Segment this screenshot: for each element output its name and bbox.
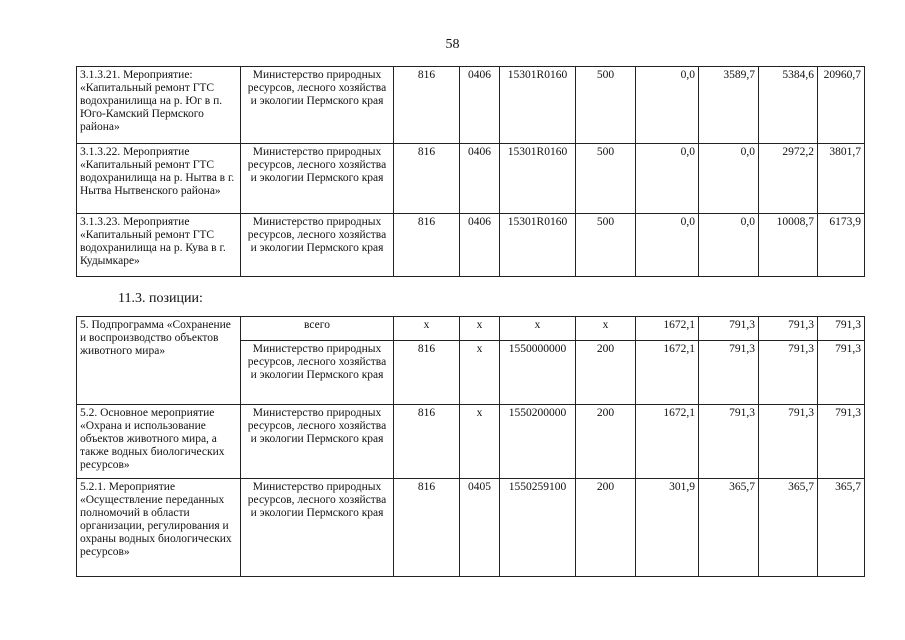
table-cell: 365,7 bbox=[699, 479, 759, 577]
table-cell: 791,3 bbox=[818, 317, 865, 341]
page-number: 58 bbox=[445, 37, 460, 52]
table-cell: 816 bbox=[394, 144, 460, 214]
item-title-cell: 5.2. Основное мероприятие «Охрана и использование объектов животного мира, а также водных биологических ресурсов» bbox=[77, 405, 241, 479]
table-cell: 0405 bbox=[460, 479, 500, 577]
table-cell: х bbox=[460, 317, 500, 341]
responsible-cell: Министерство природных ресурсов, лесного хозяйства и экологии Пермского края bbox=[241, 214, 394, 277]
table-cell: 1550259100 bbox=[500, 479, 576, 577]
section-heading: 11.3. позиции: bbox=[118, 291, 203, 306]
responsible-cell: Министерство природных ресурсов, лесного хозяйства и экологии Пермского края bbox=[241, 479, 394, 577]
table-cell: 791,3 bbox=[818, 341, 865, 405]
table-row bbox=[77, 214, 865, 277]
table-cell: х bbox=[576, 317, 636, 341]
item-title-cell: 5.2.1. Мероприятие «Осуществление переданных полномочий в области организации, регулирования и охраны водных биологических ресурсов» bbox=[77, 479, 241, 577]
table-cell: 0,0 bbox=[636, 67, 699, 144]
table-cell: х bbox=[460, 405, 500, 479]
table-cell: 500 bbox=[576, 214, 636, 277]
table-cell: 20960,7 bbox=[818, 67, 865, 144]
table-cell: 2972,2 bbox=[759, 144, 818, 214]
table-cell: 791,3 bbox=[759, 405, 818, 479]
table-cell: 200 bbox=[576, 341, 636, 405]
table-cell: Министерство природных ресурсов, лесного хозяйства и экологии Пермского края bbox=[241, 341, 394, 405]
table-cell: 365,7 bbox=[818, 479, 865, 577]
table-cell: 1550200000 bbox=[500, 405, 576, 479]
table-cell: 791,3 bbox=[759, 317, 818, 341]
table-cell: 1672,1 bbox=[636, 317, 699, 341]
table-cell: 0406 bbox=[460, 214, 500, 277]
table-cell: 1672,1 bbox=[636, 405, 699, 479]
table-row-program-total bbox=[77, 317, 865, 341]
table-cell: 1672,1 bbox=[636, 341, 699, 405]
table-cell: 791,3 bbox=[699, 341, 759, 405]
item-title-cell: 3.1.3.21. Мероприятие: «Капитальный ремонт ГТС водохранилища на р. Юг в п. Юго-Камский Пермского района» bbox=[77, 67, 241, 144]
table-cell: 200 bbox=[576, 405, 636, 479]
item-title-cell: 3.1.3.22. Мероприятие «Капитальный ремонт ГТС водохранилища на р. Нытва в г. Нытва Нытвенского района» bbox=[77, 144, 241, 214]
table-cell: 3801,7 bbox=[818, 144, 865, 214]
table-cell: 816 bbox=[394, 67, 460, 144]
table-cell: 0,0 bbox=[636, 144, 699, 214]
table-cell: 200 bbox=[576, 479, 636, 577]
table-row bbox=[77, 479, 865, 577]
table-cell: всего bbox=[241, 317, 394, 341]
table-cell: 791,3 bbox=[818, 405, 865, 479]
table-cell: 0,0 bbox=[699, 144, 759, 214]
table-cell: 3589,7 bbox=[699, 67, 759, 144]
table-cell: 500 bbox=[576, 67, 636, 144]
table-cell: 6173,9 bbox=[818, 214, 865, 277]
table-cell: 365,7 bbox=[759, 479, 818, 577]
table-cell: 791,3 bbox=[759, 341, 818, 405]
table-cell: 5384,6 bbox=[759, 67, 818, 144]
table-cell: 10008,7 bbox=[759, 214, 818, 277]
item-title-cell: 3.1.3.23. Мероприятие «Капитальный ремонт ГТС водохранилища на р. Кува в г. Кудымкаре» bbox=[77, 214, 241, 277]
table-row bbox=[77, 144, 865, 214]
table-cell: 0,0 bbox=[699, 214, 759, 277]
budget-table-1 bbox=[76, 66, 865, 277]
table-cell: 0406 bbox=[460, 144, 500, 214]
table-cell: 791,3 bbox=[699, 317, 759, 341]
responsible-cell: Министерство природных ресурсов, лесного хозяйства и экологии Пермского края bbox=[241, 405, 394, 479]
responsible-cell: Министерство природных ресурсов, лесного хозяйства и экологии Пермского края bbox=[241, 144, 394, 214]
table-cell: 816 bbox=[394, 479, 460, 577]
table-cell: 1550000000 bbox=[500, 341, 576, 405]
table-row bbox=[77, 405, 865, 479]
table-cell: 15301R0160 bbox=[500, 214, 576, 277]
table-cell: 791,3 bbox=[699, 405, 759, 479]
budget-table-2 bbox=[76, 316, 865, 577]
table-cell: 15301R0160 bbox=[500, 67, 576, 144]
table-cell: 500 bbox=[576, 144, 636, 214]
responsible-cell: Министерство природных ресурсов, лесного хозяйства и экологии Пермского края bbox=[241, 67, 394, 144]
table-cell: 301,9 bbox=[636, 479, 699, 577]
table-cell: х bbox=[460, 341, 500, 405]
table-cell: 816 bbox=[394, 341, 460, 405]
table-row bbox=[77, 67, 865, 144]
program-title-cell: 5. Подпрограмма «Сохранение и воспроизводство объектов животного мира» bbox=[77, 317, 241, 405]
table-cell: 15301R0160 bbox=[500, 144, 576, 214]
table-cell: х bbox=[500, 317, 576, 341]
table-cell: х bbox=[394, 317, 460, 341]
table-cell: 0406 bbox=[460, 67, 500, 144]
table-cell: 816 bbox=[394, 405, 460, 479]
table-cell: 816 bbox=[394, 214, 460, 277]
table-cell: 0,0 bbox=[636, 214, 699, 277]
